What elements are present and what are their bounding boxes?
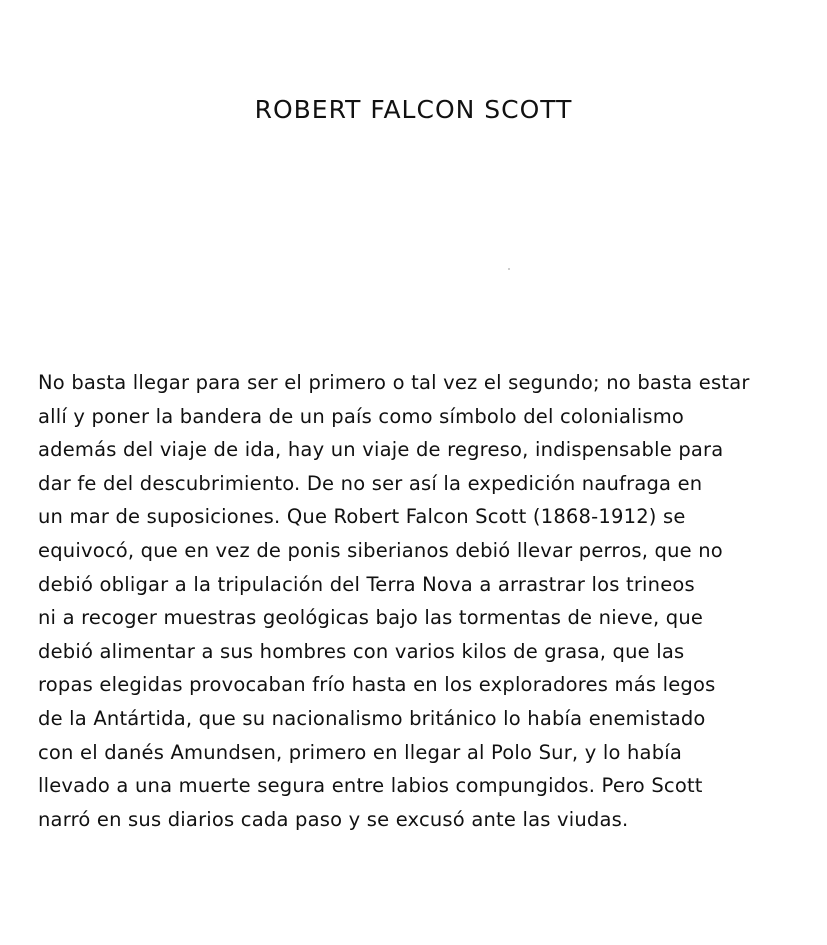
- paragraph-line: debió obligar a la tripulación del Terra Nova a arrastrar los trineos: [38, 572, 695, 596]
- paragraph-line: narró en sus diarios cada paso y se excusó ante las viudas.: [38, 807, 629, 831]
- paragraph-line: allí y poner la bandera de un país como símbolo del colonialismo: [38, 404, 685, 428]
- paragraph-line: un mar de suposiciones. Que Robert Falcon Scott (1868-1912) se: [38, 505, 686, 529]
- paragraph-line: además del viaje de ida, hay un viaje de regreso, indispensable para: [38, 438, 724, 462]
- paragraph-line: dar fe del descubrimiento. De no ser así la expedición naufraga en: [38, 471, 703, 495]
- ink-speck: [508, 268, 510, 270]
- page-title: ROBERT FALCON SCOTT: [254, 95, 573, 124]
- paragraph-line: debió alimentar a sus hombres con varios kilos de grasa, que las: [38, 639, 685, 663]
- paragraph-line: ropas elegidas provocaban frío hasta en los exploradores más legos: [38, 673, 716, 697]
- paragraph-line: de la Antártida, que su nacionalismo británico lo había enemistado: [38, 706, 706, 730]
- paragraph-line: ni a recoger muestras geológicas bajo las tormentas de nieve, que: [38, 606, 704, 630]
- body-paragraph: [38, 366, 798, 836]
- paragraph-line: llevado a una muerte segura entre labios compungidos. Pero Scott: [38, 774, 703, 798]
- paragraph-line: No basta llegar para ser el primero o tal vez el segundo; no basta estar: [38, 371, 750, 394]
- paragraph-line: con el danés Amundsen, primero en llegar al Polo Sur, y lo había: [38, 740, 683, 764]
- paragraph-line: equivocó, que en vez de ponis siberianos debió llevar perros, que no: [38, 538, 723, 562]
